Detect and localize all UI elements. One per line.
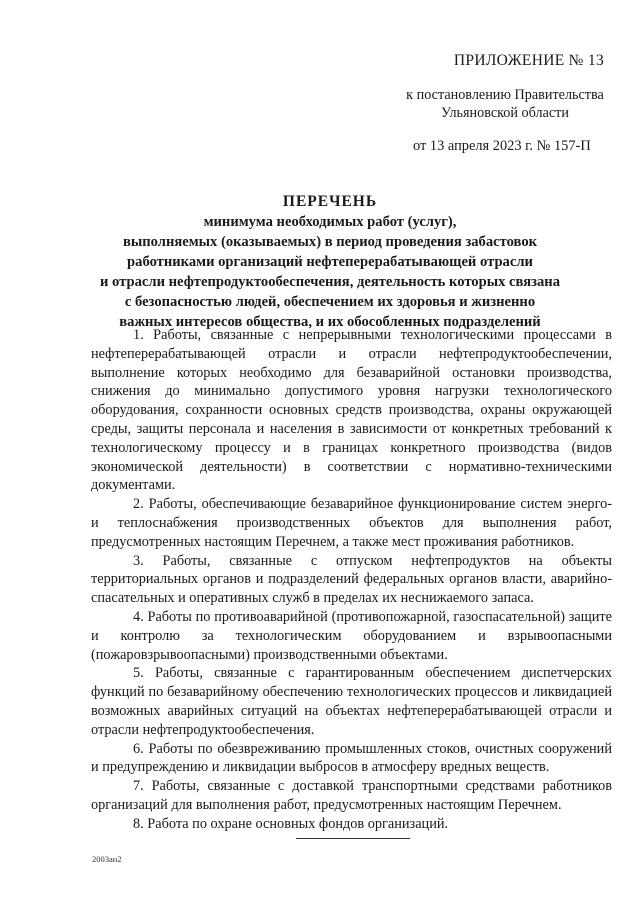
title-line: работниками организаций нефтеперерабатывающей отрасли bbox=[127, 254, 533, 270]
title-line: с безопасностью людей, обеспечением их здоровья и жизненно bbox=[124, 294, 536, 310]
end-separator bbox=[296, 838, 410, 839]
title-line: минимума необходимых работ (услуг), bbox=[203, 214, 457, 230]
list-item: 4. Работы по противоаварийной (противопожарной, газоспасательной) защите и контролю за технологическим оборудованием и взрывоопасными (пожаровзрывоопасными) производственными объектами. bbox=[91, 608, 612, 663]
list-item: 3. Работы, связанные с отпуском нефтепродуктов на объекты территориальных органов и подразделений федеральных органов власти, аварийно-спасательных и оперативных служб в пределах их неснижаемого запаса. bbox=[91, 552, 612, 607]
title-main: ПЕРЕЧЕНЬ bbox=[282, 193, 378, 210]
title-line: выполняемых (оказываемых) в период проведения забастовок bbox=[122, 234, 538, 250]
list-item: 2. Работы, обеспечивающие безаварийное функционирование систем энерго- и теплоснабжения производственных объектов для выполнения работ, предусмотренных настоящим Перечнем, а также мест проживания работников. bbox=[91, 496, 612, 550]
document-code: 2003ан2 bbox=[92, 854, 122, 864]
title-line: важных интересов общества, и их обособленных подразделений bbox=[119, 314, 541, 330]
document-body bbox=[91, 326, 612, 834]
reference-line: к постановлению Правительства bbox=[406, 87, 604, 103]
list-item: 1. Работы, связанные с непрерывными технологическими процессами в нефтеперерабатывающей отрасли и отрасли нефтепродуктообеспечении, выполнение которых необходимо для безаварийной остановки производства, снижения до минимально допустимого уровня нагрузки технологического оборудования, сохранности основных средств производства, охраны окружающей среды, защиты персонала и населения в зависимости от конкретных требований к технологическому процессу и в границах конкретного производства (видов экономической деятельности) в соответствии с нормативно-техническими документами. bbox=[91, 327, 612, 494]
list-item: 7. Работы, связанные с доставкой транспортными средствами работников организаций для выполнения работ, предусмотренных настоящим Перечнем. bbox=[91, 778, 612, 813]
resolution-date: от 13 апреля 2023 г. № 157-П bbox=[413, 138, 591, 154]
list-item: 5. Работы, связанные с гарантированным обеспечением диспетчерских функций по безаварийному обеспечению технологических процессов и ликвидацией возможных аварийных ситуаций на объектах нефтеперерабатывающей отрасли и отрасли нефтепродуктообеспечения. bbox=[91, 665, 612, 738]
appendix-number: ПРИЛОЖЕНИЕ № 13 bbox=[453, 52, 604, 69]
document-title bbox=[40, 192, 620, 332]
list-item: 6. Работы по обезвреживанию промышленных стоков, очистных сооружений и предупреждению и ликвидации выбросов в атмосферу вредных веществ. bbox=[91, 740, 612, 776]
resolution-reference bbox=[400, 86, 610, 122]
list-item: 8. Работа по охране основных фондов организаций. bbox=[133, 815, 449, 832]
appendix-header bbox=[344, 52, 604, 70]
reference-line: Ульяновской области bbox=[441, 105, 569, 121]
title-line: и отрасли нефтепродуктообеспечения, деятельность которых связана bbox=[100, 274, 560, 290]
